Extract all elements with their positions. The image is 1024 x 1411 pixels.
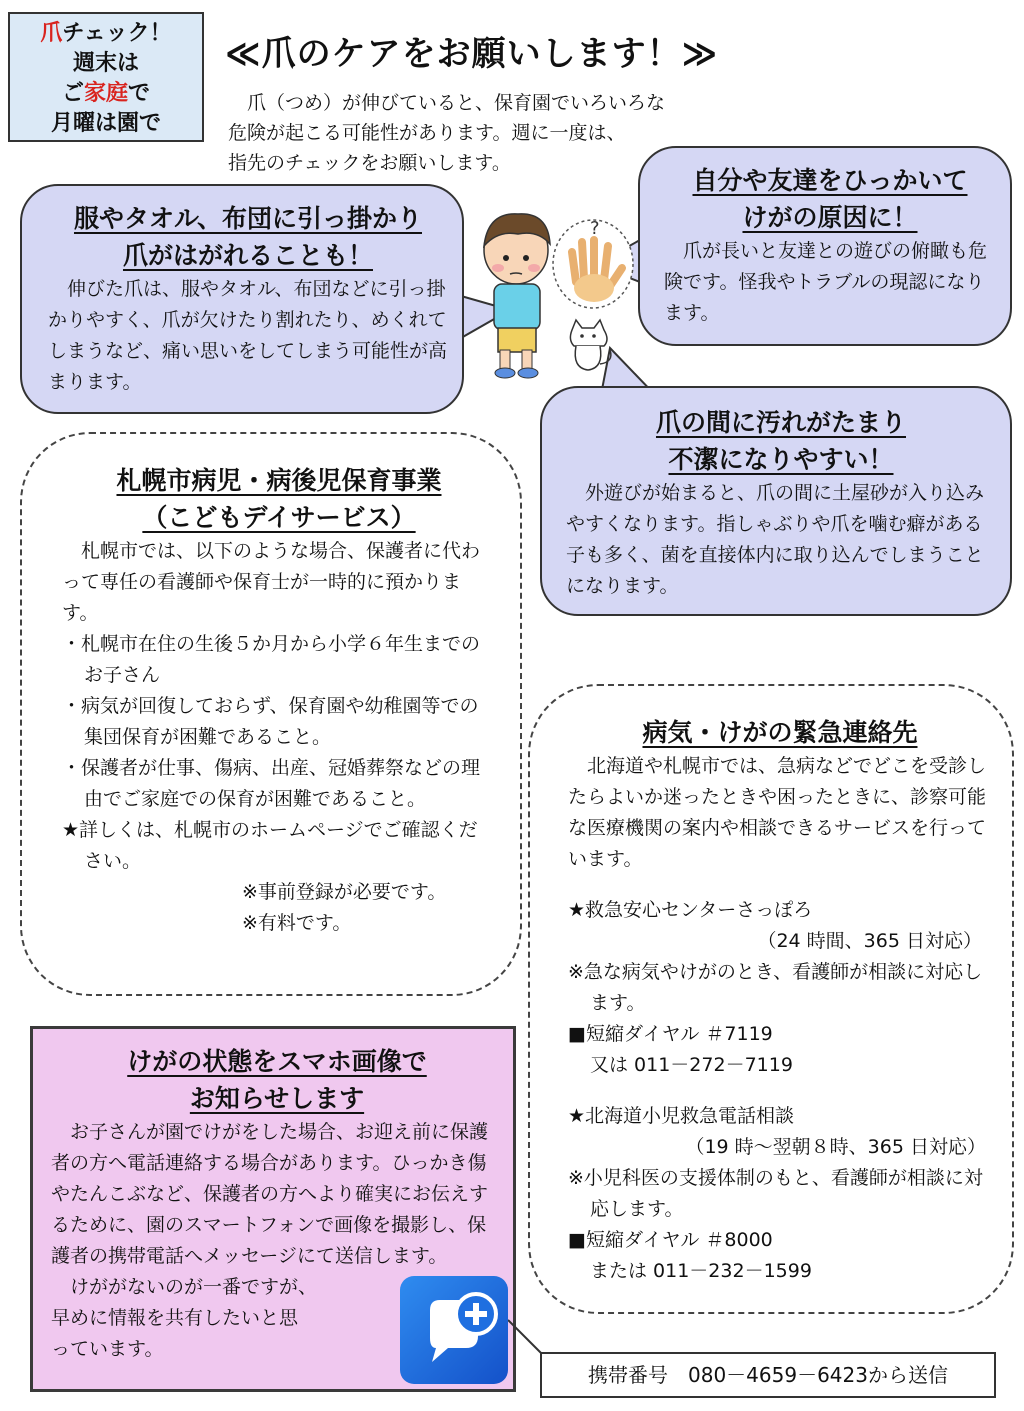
badge-line1: チェック！ [62, 21, 172, 46]
bubble-scratch-risk [638, 146, 1012, 346]
service-hours: （19 時～翌朝８時、365 日対応） [685, 1136, 986, 1158]
bubble-heading: 自分や友達をひっかいて [692, 166, 968, 195]
service-name: ★救急安心センターさっぽろ [568, 899, 813, 921]
section-heading: けがの状態をスマホ画像で [127, 1047, 427, 1076]
bubble-body: 外遊びが始まると、爪の間に土屋砂が入り込みやすくなります。指しゃぶりや爪を噛む癖がある子も多く、菌を直接体内に取り込んでしまうことになります。 [566, 482, 985, 597]
note-registration: ※事前登録が必要です。 [242, 881, 447, 903]
note-fee: ※有料です。 [242, 912, 352, 934]
cat-illustration [560, 316, 620, 376]
section-body: お子さんが園でけがをした場合、お迎え前に保護者の方へ電話連絡する場合があります。ひっかき傷やたんこぶなど、保護者の方へより確実にお伝えするために、園のスマートフォンで画像を撮影し、保護者の携帯電話へメッセージにて送信します。 [51, 1121, 489, 1267]
service-dial: ■短縮ダイヤル ＃8000 [568, 1229, 773, 1251]
section-heading: 病気・けがの緊急連絡先 [642, 718, 918, 747]
message-plus-icon [400, 1276, 508, 1384]
service-phone: または 011－232－1599 [590, 1260, 812, 1282]
service-name: ★北海道小児救急電話相談 [568, 1105, 795, 1127]
service-note: ※急な病気やけがのとき、看護師が相談に対応します。 [568, 961, 983, 1014]
badge-line3b: で [128, 81, 151, 106]
service-phone: 又は 011－272－7119 [590, 1054, 793, 1076]
section-body: けががないのが一番ですが、 [51, 1276, 318, 1298]
bubble-heading: 爪がはがれることも！ [122, 241, 373, 270]
bubble-heading: 服やタオル、布団に引っ掛かり [73, 204, 422, 233]
bubble-body: 爪が長いと友達との遊びの俯瞰も危険です。怪我やトラブルの現認になります。 [664, 240, 988, 324]
list-item: ・札幌市在住の生後５か月から小学６年生までのお子さん [62, 633, 481, 686]
service-hours: （24 時間、365 日対応） [757, 930, 982, 952]
section-body: っています。 [51, 1338, 164, 1360]
badge-line3-red: 家庭 [83, 81, 128, 106]
service-note: ※小児科医の支援体制のもと、看護師が相談に対応します。 [568, 1167, 983, 1220]
badge-line2: 週末は [72, 51, 139, 76]
list-item: ★詳しくは、札幌市のホームページでご確認ください。 [62, 819, 478, 872]
bubble-snag-risk [20, 184, 464, 414]
page-title: ≪爪のケアをお願いします！≫ [225, 34, 719, 74]
intro-line: 指先のチェックをお願いします。 [228, 152, 511, 174]
nail-check-badge [8, 12, 204, 142]
list-item: ・病気が回復しておらず、保育園や幼稚園等での集団保育が困難であること。 [62, 695, 479, 748]
badge-line3a: ご [61, 81, 84, 106]
list-item: ・保護者が仕事、傷病、出産、冠婚葬祭などの理由でご家庭での保育が困難であること。 [62, 757, 481, 810]
section-heading: 札幌市病児・病後児保育事業 [116, 466, 442, 495]
emergency-contact-section [528, 684, 1014, 1314]
badge-line4: 月曜は園で [50, 111, 161, 136]
badge-red-text: 爪 [40, 21, 63, 46]
bubble-heading: けがの原因に！ [742, 203, 918, 232]
bubble-heading: 不潔になりやすい！ [668, 445, 894, 474]
intro-line: 爪（つめ）が伸びていると、保育園でいろいろな [228, 92, 666, 114]
bubble-body: 伸びた爪は、服やタオル、布団などに引っ掛かりやすく、爪が欠けたり割れたり、めくれてしまうなど、痛い思いをしてしまう可能性が高まります。 [48, 278, 448, 393]
section-heading: お知らせします [189, 1084, 365, 1113]
bubble-dirt-risk [540, 386, 1012, 616]
sapporo-daycare-section [20, 432, 522, 996]
section-body: 早めに情報を共有したいと思 [51, 1307, 299, 1329]
section-body: 札幌市では、以下のような場合、保護者に代わって専任の看護師や保育士が一時的に預かります。 [62, 540, 481, 624]
bubble-heading: 爪の間に汚れがたまり [655, 408, 906, 437]
section-heading: （こどもデイサービス） [142, 503, 416, 532]
service-dial: ■短縮ダイヤル ＃7119 [568, 1023, 773, 1045]
section-body: 北海道や札幌市では、急病などでどこを受診したらよいか迷ったときや困ったときに、診察可能な医療機関の案内や相談できるサービスを行っています。 [568, 755, 987, 870]
sender-phone-number: 携帯番号 080－4659－6423から送信 [540, 1352, 996, 1398]
intro-line: 危険が起こる可能性があります。週に一度は、 [228, 122, 626, 144]
svg-text:?: ? [590, 218, 600, 239]
hand-question-icon [548, 212, 638, 312]
